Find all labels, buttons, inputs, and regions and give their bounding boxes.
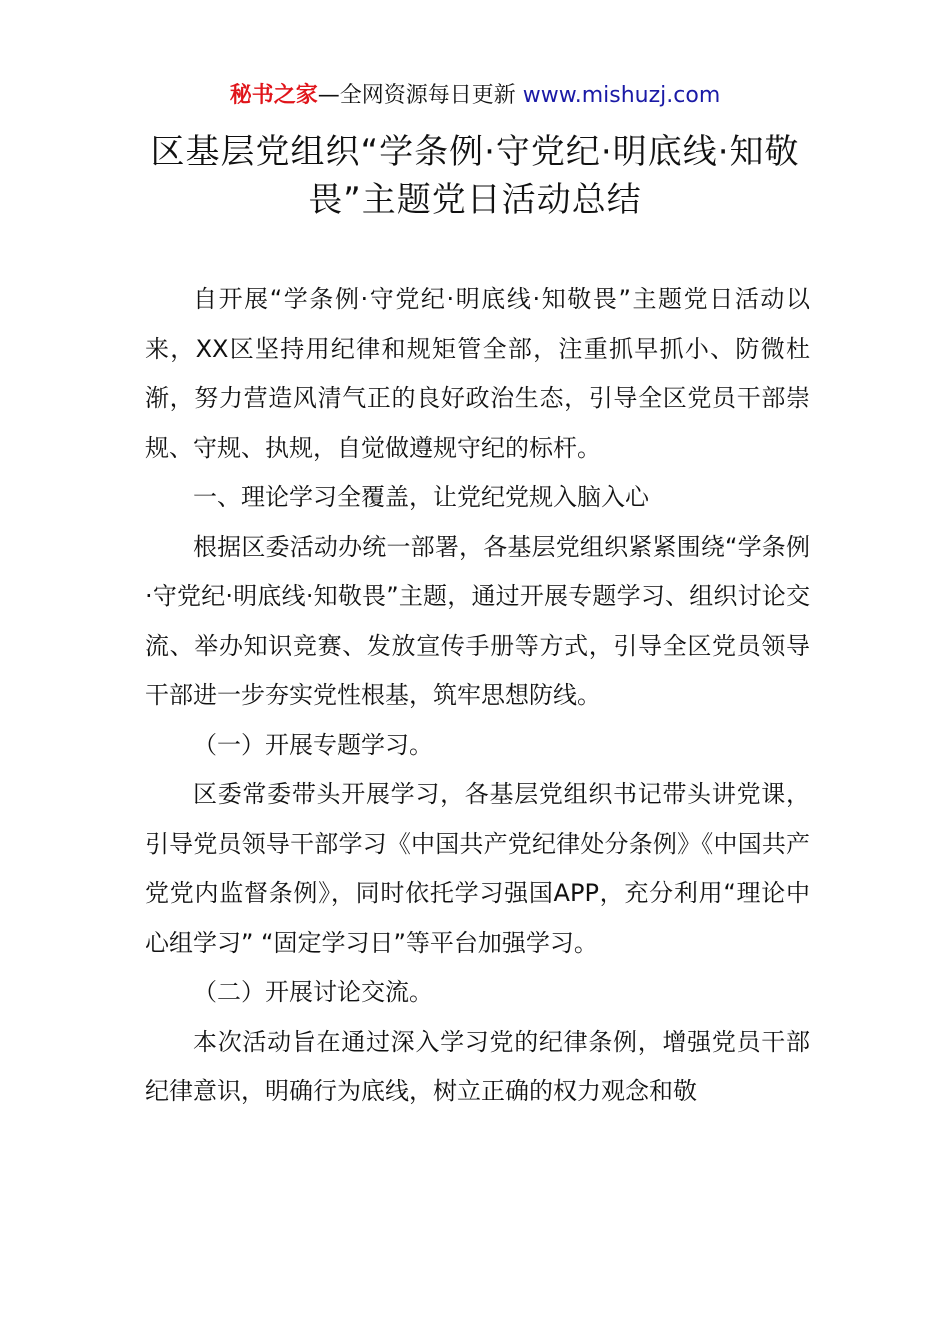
- paragraph-intro: 自开展“学条例·守党纪·明底线·知敬畏”主题党日活动以来，XX区坚持用纪律和规矩管全部，注重抓早抓小、防微杜渐，努力营造风清气正的良好政治生态，引导全区党员干部崇规、守规、执规，自觉做遵规守纪的标杆。: [145, 285, 810, 462]
- site-tagline: —全网资源每日更新: [317, 83, 516, 108]
- paragraph-subsection-2: 本次活动旨在通过深入学习党的纪律条例，增强党员干部纪律意识，明确行为底线，树立正确的权力观念和敬: [145, 1027, 810, 1105]
- section-heading-1: 一、理论学习全覆盖，让党纪党规入脑入心: [193, 483, 649, 511]
- site-header: [0, 80, 950, 112]
- site-url-link[interactable]: www.mishuzj.com: [522, 83, 721, 108]
- subsection-heading-1: （一）开展专题学习。: [193, 730, 433, 759]
- paragraph-section-1: 根据区委活动办统一部署，各基层党组织紧紧围绕“学条例·守党纪·明底线·知敬畏”主题，通过开展专题学习、组织讨论交流、举办知识竞赛、发放宣传手册等方式，引导全区党员领导干部进一步夯实党性根基，筑牢思想防线。: [145, 532, 810, 709]
- subsection-heading-2: （二）开展讨论交流。: [193, 978, 433, 1006]
- document-title: 区基层党组织“学条例·守党纪·明底线·知敬畏”主题党日活动总结: [150, 132, 800, 220]
- site-brand: 秘书之家: [229, 83, 318, 108]
- document-body: [145, 275, 810, 1117]
- paragraph-subsection-1: 区委常委带头开展学习，各基层党组织书记带头讲党课，引导党员领导干部学习《中国共产党纪律处分条例》《中国共产党党内监督条例》，同时依托学习强国APP，充分利用“理论中心组学习” “固定学习日”等平台加强学习。: [145, 780, 810, 957]
